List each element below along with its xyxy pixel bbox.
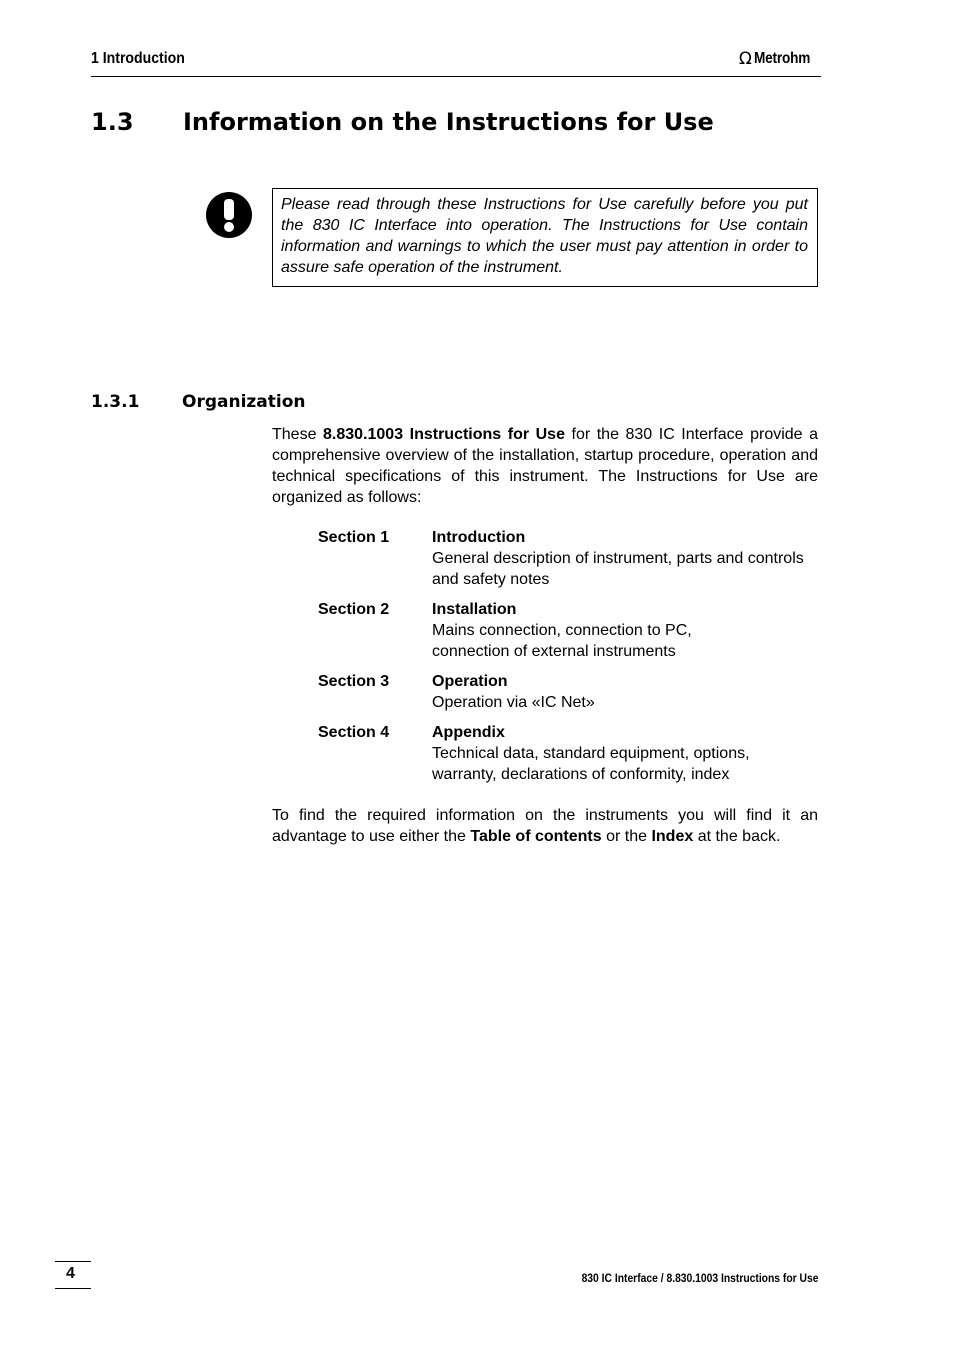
list-item bbox=[318, 527, 818, 590]
section-list bbox=[318, 527, 818, 794]
section-number: 1.3 bbox=[91, 108, 134, 136]
section-item-title: Operation bbox=[432, 673, 508, 690]
section-item-title: Installation bbox=[432, 601, 517, 618]
subsection-heading bbox=[91, 392, 306, 412]
intro-paragraph bbox=[272, 424, 818, 508]
closing-paragraph bbox=[272, 805, 818, 847]
list-item bbox=[318, 671, 818, 713]
intro-text-bold: 8.830.1003 Instructions for Use bbox=[323, 426, 565, 443]
section-label: Section 3 bbox=[318, 673, 390, 690]
section-item-title: Introduction bbox=[432, 529, 526, 546]
closing-text: or the bbox=[601, 828, 652, 845]
closing-text: To find the required information on the instruments you will find it an advantage to use either the bbox=[272, 807, 818, 845]
brand-name: Metrohm bbox=[753, 50, 811, 67]
table-of-contents-ref: Table of contents bbox=[470, 828, 602, 845]
section-item-description: Operation via «IC Net» bbox=[432, 694, 595, 711]
index-ref: Index bbox=[651, 828, 694, 845]
section-item-description: General description of instrument, parts and controls and safety notes bbox=[432, 550, 804, 588]
omega-icon: Ω bbox=[738, 48, 752, 69]
list-item bbox=[318, 599, 818, 662]
notice-box bbox=[272, 188, 818, 287]
footer-document-title: 830 IC Interface / 8.830.1003 Instructions for Use bbox=[581, 1271, 818, 1285]
header-section-label: 1 Introduction bbox=[91, 50, 185, 67]
section-heading bbox=[91, 108, 714, 136]
subsection-number: 1.3.1 bbox=[91, 392, 140, 412]
section-item-title: Appendix bbox=[432, 724, 505, 741]
section-item-description: Technical data, standard equipment, options, warranty, declarations of conformity, index bbox=[432, 745, 750, 783]
section-title: Information on the Instructions for Use bbox=[183, 108, 714, 136]
intro-text-pre: These bbox=[272, 426, 324, 443]
header-rule bbox=[91, 76, 821, 77]
section-item-description-line: connection of external instruments bbox=[432, 643, 676, 660]
section-label: Section 4 bbox=[318, 724, 390, 741]
list-item bbox=[318, 722, 818, 785]
section-label: Section 2 bbox=[318, 601, 390, 618]
exclamation-icon bbox=[205, 191, 253, 239]
subsection-title: Organization bbox=[182, 392, 306, 412]
brand-logo bbox=[739, 50, 820, 68]
intro-text-post: for the 830 IC Interface provide a comprehensive overview of the installation, startup procedure, operation and technical specifications of this instrument. The Instructions for Use are organized as follows: bbox=[272, 426, 819, 506]
notice-text: Please read through these Instructions for Use carefully before you put the 830 IC Interface into operation. The Instructions for Use contain information and warnings to which the user must pay attention in order to assure safe operation of the instrument. bbox=[281, 196, 808, 276]
page-number: 4 bbox=[66, 1265, 75, 1282]
section-label: Section 1 bbox=[318, 529, 390, 546]
section-item-description-line: Mains connection, connection to PC, bbox=[432, 622, 692, 639]
closing-text: at the back. bbox=[693, 828, 781, 845]
